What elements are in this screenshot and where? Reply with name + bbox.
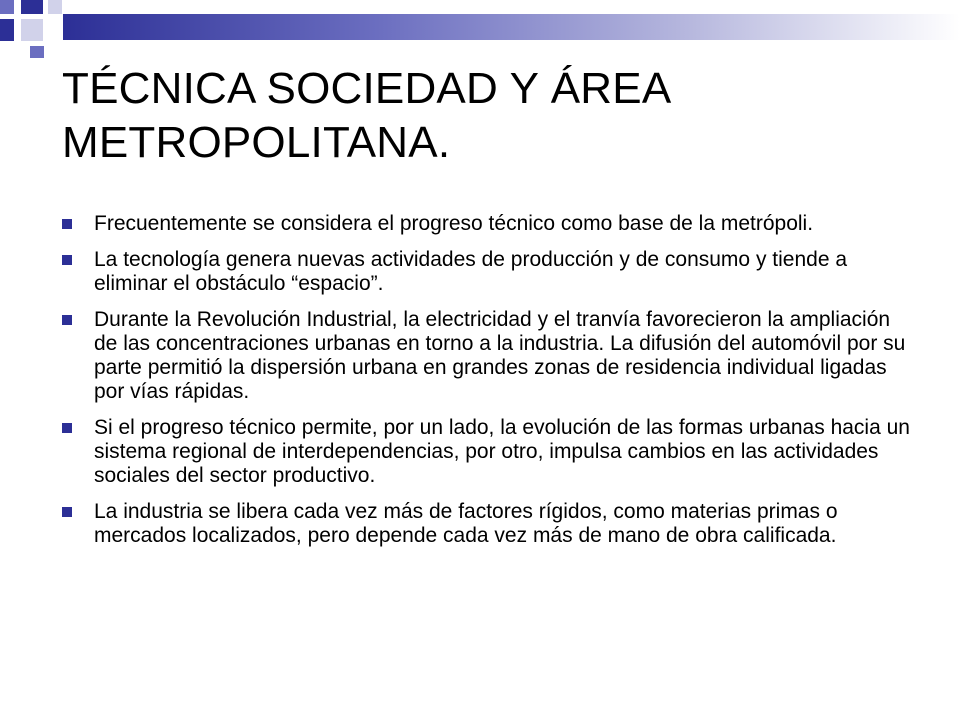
bullet-item (62, 500, 912, 548)
bullet-text: La tecnología genera nuevas actividades de producción y de consumo y tiende a eliminar el obstáculo “espacio”. (94, 248, 848, 295)
decorative-square (0, 19, 14, 41)
slide-title: TÉCNICA SOCIEDAD Y ÁREA METROPOLITANA. (62, 64, 669, 167)
decorative-square (21, 0, 43, 14)
decorative-square (0, 0, 14, 14)
square-bullet-icon (62, 507, 72, 517)
bullet-text: Frecuentemente se considera el progreso técnico como base de la metrópoli. (94, 212, 814, 235)
bullet-item (62, 308, 912, 404)
bullet-list (62, 212, 912, 560)
decorative-square (48, 0, 62, 14)
decorative-square (30, 46, 44, 58)
bullet-text: La industria se libera cada vez más de factores rígidos, como materias primas o mercados localizados, pero depende cada vez más de mano de obra calificada. (94, 500, 838, 547)
square-bullet-icon (62, 423, 72, 433)
square-bullet-icon (62, 315, 72, 325)
bullet-item (62, 248, 912, 296)
bullet-item (62, 212, 912, 236)
bullet-text: Durante la Revolución Industrial, la electricidad y el tranvía favorecieron la ampliación de las concentraciones urbanas en torno a la industria. La difusión del automóvil por su parte permitió la dispersión urbana en grandes zonas de residencia individual ligadas por vías rápidas. (94, 308, 906, 403)
bullet-text: Si el progreso técnico permite, por un lado, la evolución de las formas urbanas hacia un sistema regional de interdependencias, por otro, impulsa cambios en las actividades sociales del sector productivo. (94, 416, 910, 487)
square-bullet-icon (62, 219, 72, 229)
bullet-item (62, 416, 912, 488)
square-bullet-icon (62, 255, 72, 265)
decorative-gradient-bar (63, 14, 960, 40)
decorative-square (21, 19, 43, 41)
